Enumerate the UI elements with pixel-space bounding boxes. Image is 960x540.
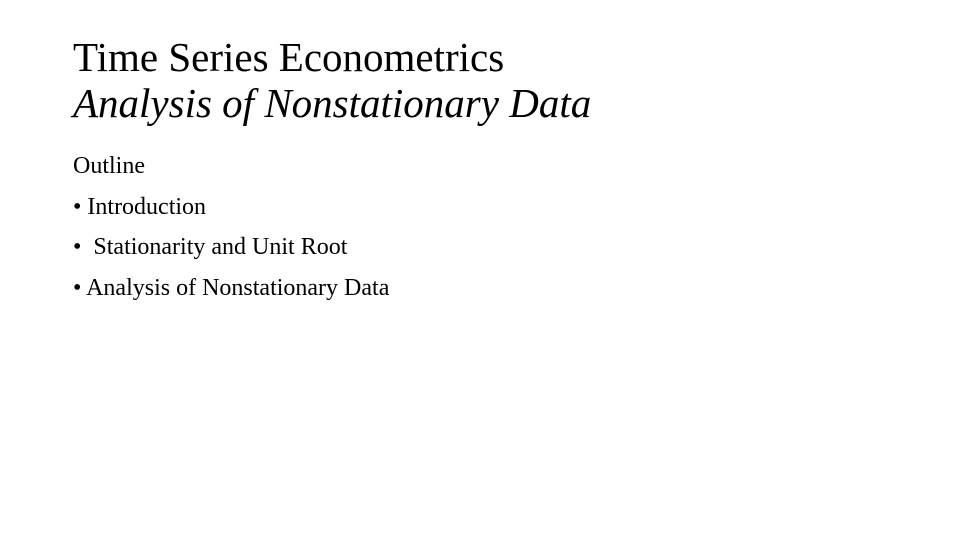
- title-block: [73, 34, 893, 126]
- outline-item-nonstationary-analysis: • Analysis of Nonstationary Data: [73, 274, 390, 301]
- slide-title: Time Series Econometrics: [73, 34, 505, 80]
- outline-heading: Outline: [73, 153, 145, 179]
- slide-subtitle: Analysis of Nonstationary Data: [73, 80, 592, 126]
- slide-body: [73, 146, 893, 308]
- outline-item-introduction: • Introduction: [73, 193, 207, 220]
- outline-item-stationarity: • Stationarity and Unit Root: [73, 234, 348, 260]
